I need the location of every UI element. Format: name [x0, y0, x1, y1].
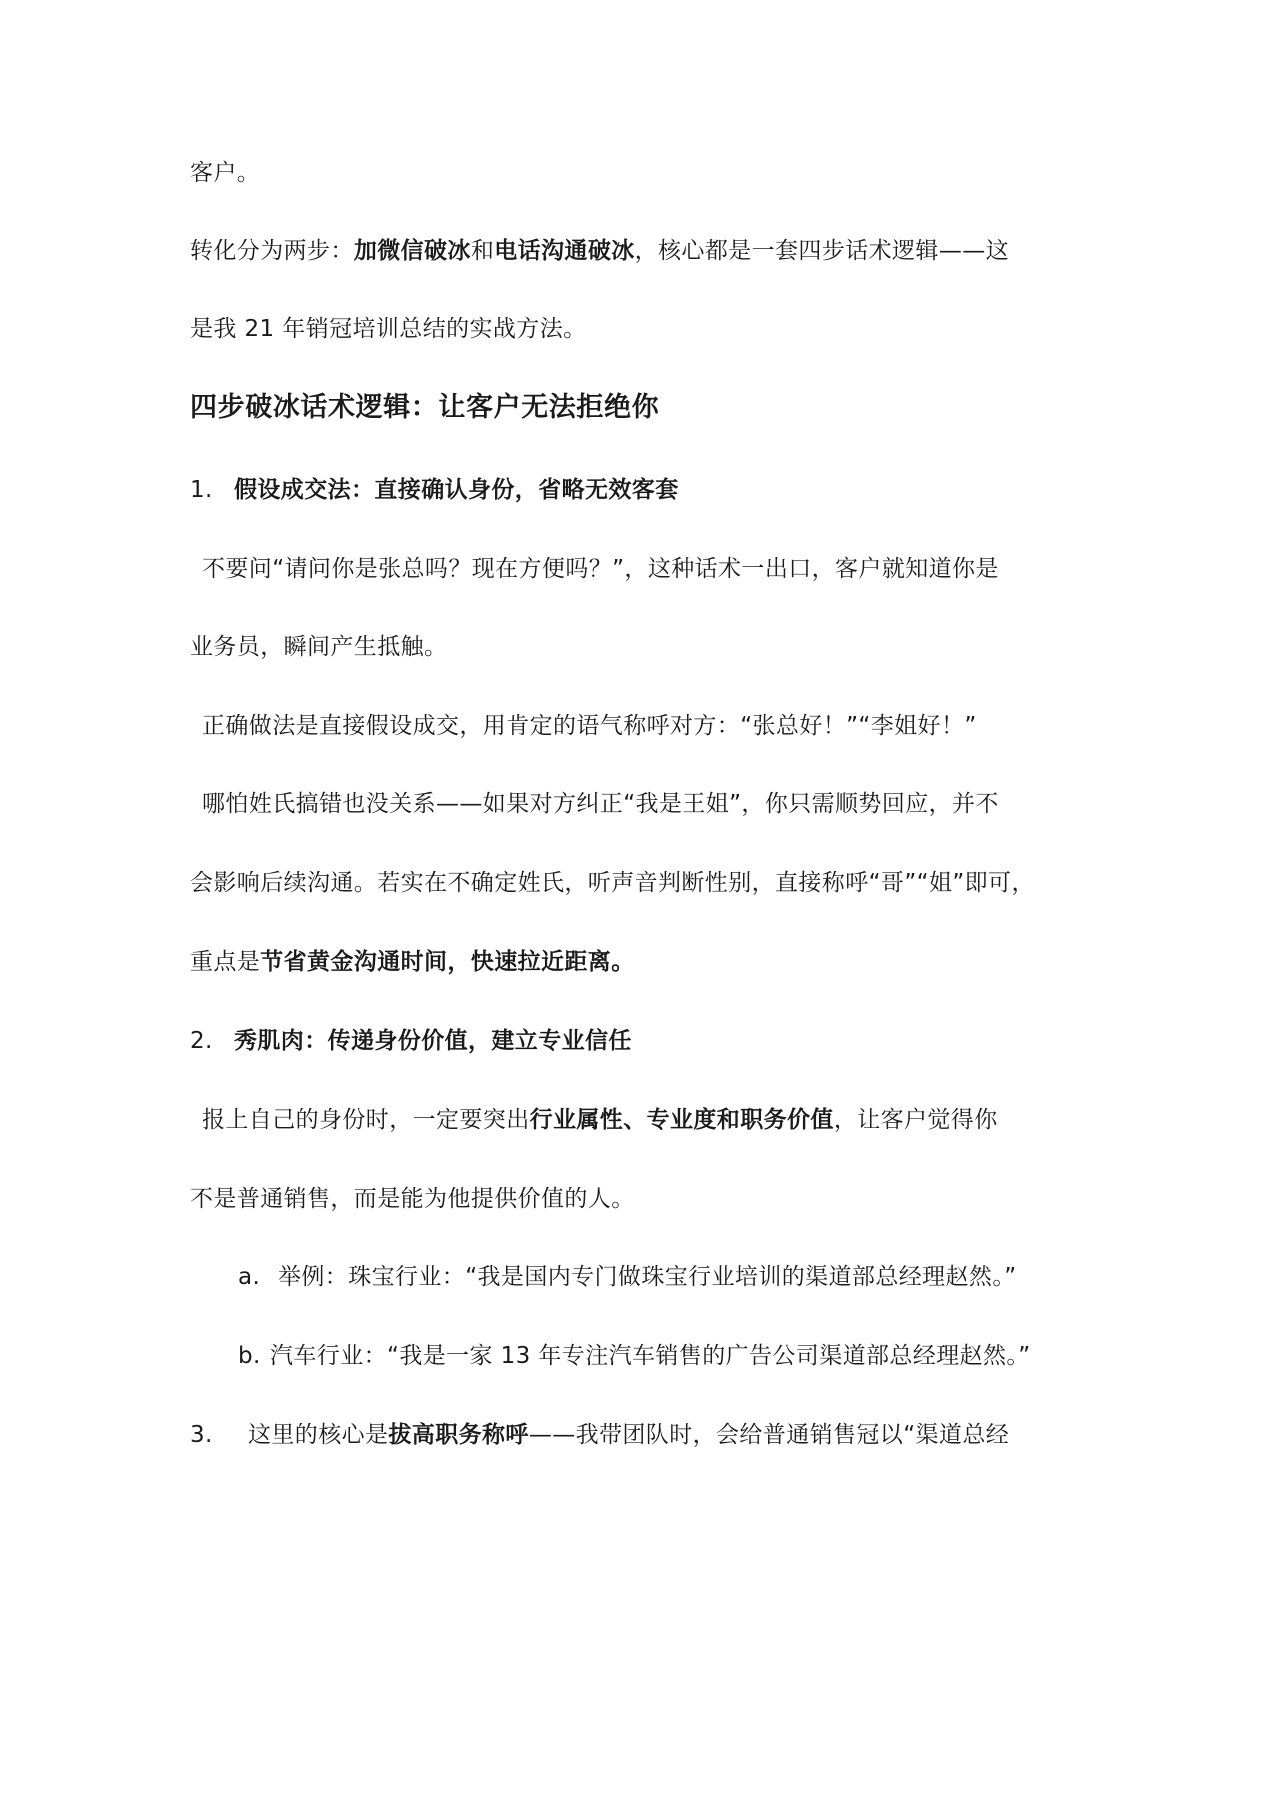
bold-text: 电话沟通破冰	[494, 238, 635, 264]
paragraph-line	[190, 632, 447, 662]
sub-list-marker: a.	[238, 1264, 261, 1290]
paragraph-line	[202, 1105, 998, 1135]
list-number: 1.	[190, 477, 213, 503]
list-item-heading	[190, 1026, 632, 1056]
paragraph-line	[202, 789, 999, 819]
text-span: 不要问“请问你是张总吗？现在方便吗？”，这种话术一出口，客户就知道你是	[202, 556, 999, 582]
section-heading	[190, 393, 659, 423]
sub-list-item	[238, 1341, 1031, 1371]
text-span: 会影响后续沟通。若实在不确定姓氏，听声音判断性别，直接称呼“哥”“姐”即可，	[190, 870, 1035, 896]
text-span: 举例：珠宝行业：“我是国内专门做珠宝行业培训的渠道部总经理赵然。”	[278, 1264, 1017, 1290]
heading-text: 四步破冰话术逻辑：让客户无法拒绝你	[190, 392, 660, 423]
list-number: 3.	[190, 1422, 213, 1448]
text-span: 不是普通销售，而是能为他提供价值的人。	[190, 1186, 635, 1212]
list-item-title: 秀肌肉：传递身份价值，建立专业信任	[234, 1028, 632, 1054]
text-span: ，让客户觉得你	[833, 1107, 998, 1133]
text-span: 哪怕姓氏搞错也没关系——如果对方纠正“我是王姐”，你只需顺势回应，并不	[202, 791, 999, 817]
paragraph-line	[190, 1184, 635, 1214]
text-span: ，核心都是一套四步话术逻辑——这	[634, 238, 1010, 264]
bold-text: 节省黄金沟通时间，快速拉近距离。	[260, 949, 635, 975]
text-span: 和	[470, 238, 495, 264]
paragraph-line	[190, 236, 1009, 266]
list-item-heading	[190, 1420, 1009, 1450]
paragraph-line	[190, 868, 1035, 898]
text-span: 重点是	[190, 949, 261, 975]
paragraph-line	[202, 711, 977, 741]
text-span: 报上自己的身份时，一定要突出	[202, 1107, 530, 1133]
bold-text: 加微信破冰	[353, 238, 471, 264]
list-item-heading	[190, 475, 679, 505]
paragraph-line	[190, 314, 587, 344]
bold-text: 行业属性、专业度和职务价值	[529, 1107, 834, 1133]
text-span: 转化分为两步：	[190, 238, 354, 264]
text-span: ——我带团队时，会给普通销售冠以“渠道总经	[528, 1422, 1010, 1448]
list-item-title: 假设成交法：直接确认身份，省略无效客套	[234, 477, 679, 503]
text-span: 客户。	[190, 160, 261, 186]
text-span: 是我 21 年销冠培训总结的实战方法。	[190, 316, 587, 342]
text-span: 业务员，瞬间产生抵触。	[190, 634, 448, 660]
bold-text: 拔高职务称呼	[388, 1422, 529, 1448]
paragraph-line	[190, 947, 635, 977]
text-span: 正确做法是直接假设成交，用肯定的语气称呼对方：“张总好！”“李姐好！”	[202, 713, 977, 739]
sub-list-marker: b.	[238, 1343, 261, 1369]
paragraph-line	[202, 554, 999, 584]
text-span: 这里的核心是	[248, 1422, 389, 1448]
paragraph-line	[190, 158, 260, 188]
sub-list-item	[238, 1262, 1017, 1292]
text-span: 汽车行业：“我是一家 13 年专注汽车销售的广告公司渠道部总经理赵然。”	[270, 1343, 1031, 1369]
list-number: 2.	[190, 1028, 213, 1054]
